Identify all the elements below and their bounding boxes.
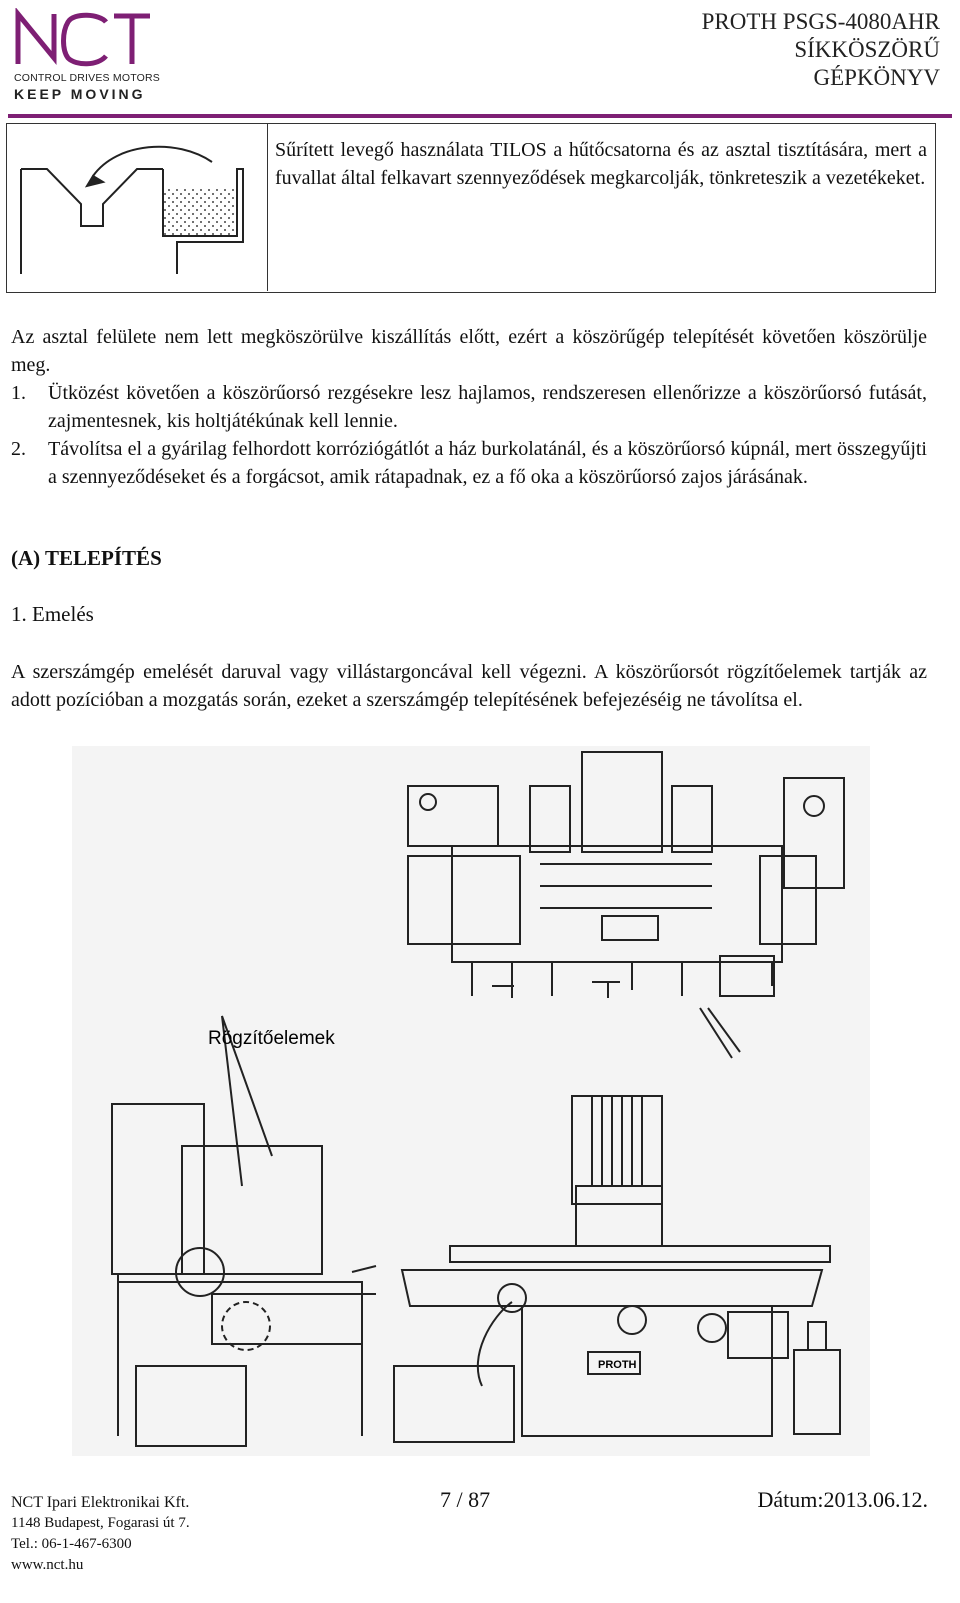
header-divider [8,114,952,118]
document-title [702,8,940,92]
lifting-paragraph: A szerszámgép emelését daruval vagy villástargoncával kell végezni. A köszörűorsót rögzítőelemek tartják az adott pozícióban a mozgatás során, ezeket a szerszámgép telepítésének befejezéséig ne távolítsa el. [11,661,927,711]
list-item-number: 2. [11,438,26,460]
list-item-text: Távolítsa el a gyárilag felhordott korróziógátlót a ház burkolatánál, és a köszörűorsó kúpnál, mert összegyűjti a szennyeződéseket és a forgácsot, amik rátapadnak, ez a fő oka a köszörűorsó zajos járásának. [48,438,927,488]
company-logo [14,8,160,102]
coolant-tank-illustration [7,124,268,291]
machine-drawing [72,746,870,1456]
warning-text: Sűrített levegő használata TILOS a hűtőcsatorna és az asztal tisztítására, mert a fuvallat által felkavart szennyeződések megkarcolják, tönkreteszik a vezetékeket. [275,139,927,189]
nct-logo-icon [14,8,150,68]
control-panel-left [408,786,498,846]
drawing-brand-plate: PROTH [598,1359,637,1371]
list-item [11,435,927,491]
logo-tagline-bottom: KEEP MOVING [14,86,146,102]
subsection-title: 1. Emelés [11,602,94,626]
footer-company: NCT Ipari Elektronikai Kft. [11,1494,190,1511]
doc-title-model: PROTH PSGS-4080AHR [701,9,940,34]
footer-address: 1148 Budapest, Fogarasi út 7. [11,1515,190,1531]
warning-box [6,123,936,293]
footer-contact [11,1492,190,1576]
logo-tagline-top: CONTROL DRIVES MOTORS [14,72,160,84]
list-item [11,379,927,435]
page-number: 7 / 87 [440,1487,491,1512]
footer-website-link[interactable]: www.nct.hu [11,1557,84,1573]
list-item-number: 1. [11,382,26,404]
intro-paragraph: Az asztal felülete nem lett megköszörülve kiszállítás előtt, ezért a köszörűgép telepítését követően köszörülje meg. [11,326,927,376]
drawing-label-clamps: Rögzítőelemek [208,1028,335,1049]
doc-title-manual: GÉPKÖNYV [813,65,940,90]
section-heading: (A) TELEPÍTÉS [11,546,162,570]
doc-title-type: SÍKKÖSZÖRŰ [794,37,940,62]
footer-phone: Tel.: 06-1-467-6300 [11,1536,132,1552]
list-item-text: Ütközést követően a köszörűorsó rezgésekre lesz hajlamos, rendszeresen ellenőrizze a köszörűorsó futását, zajmentesnek, kis holtjátékúnak kell lennie. [48,382,927,432]
document-date: Dátum:2013.06.12. [757,1487,928,1512]
